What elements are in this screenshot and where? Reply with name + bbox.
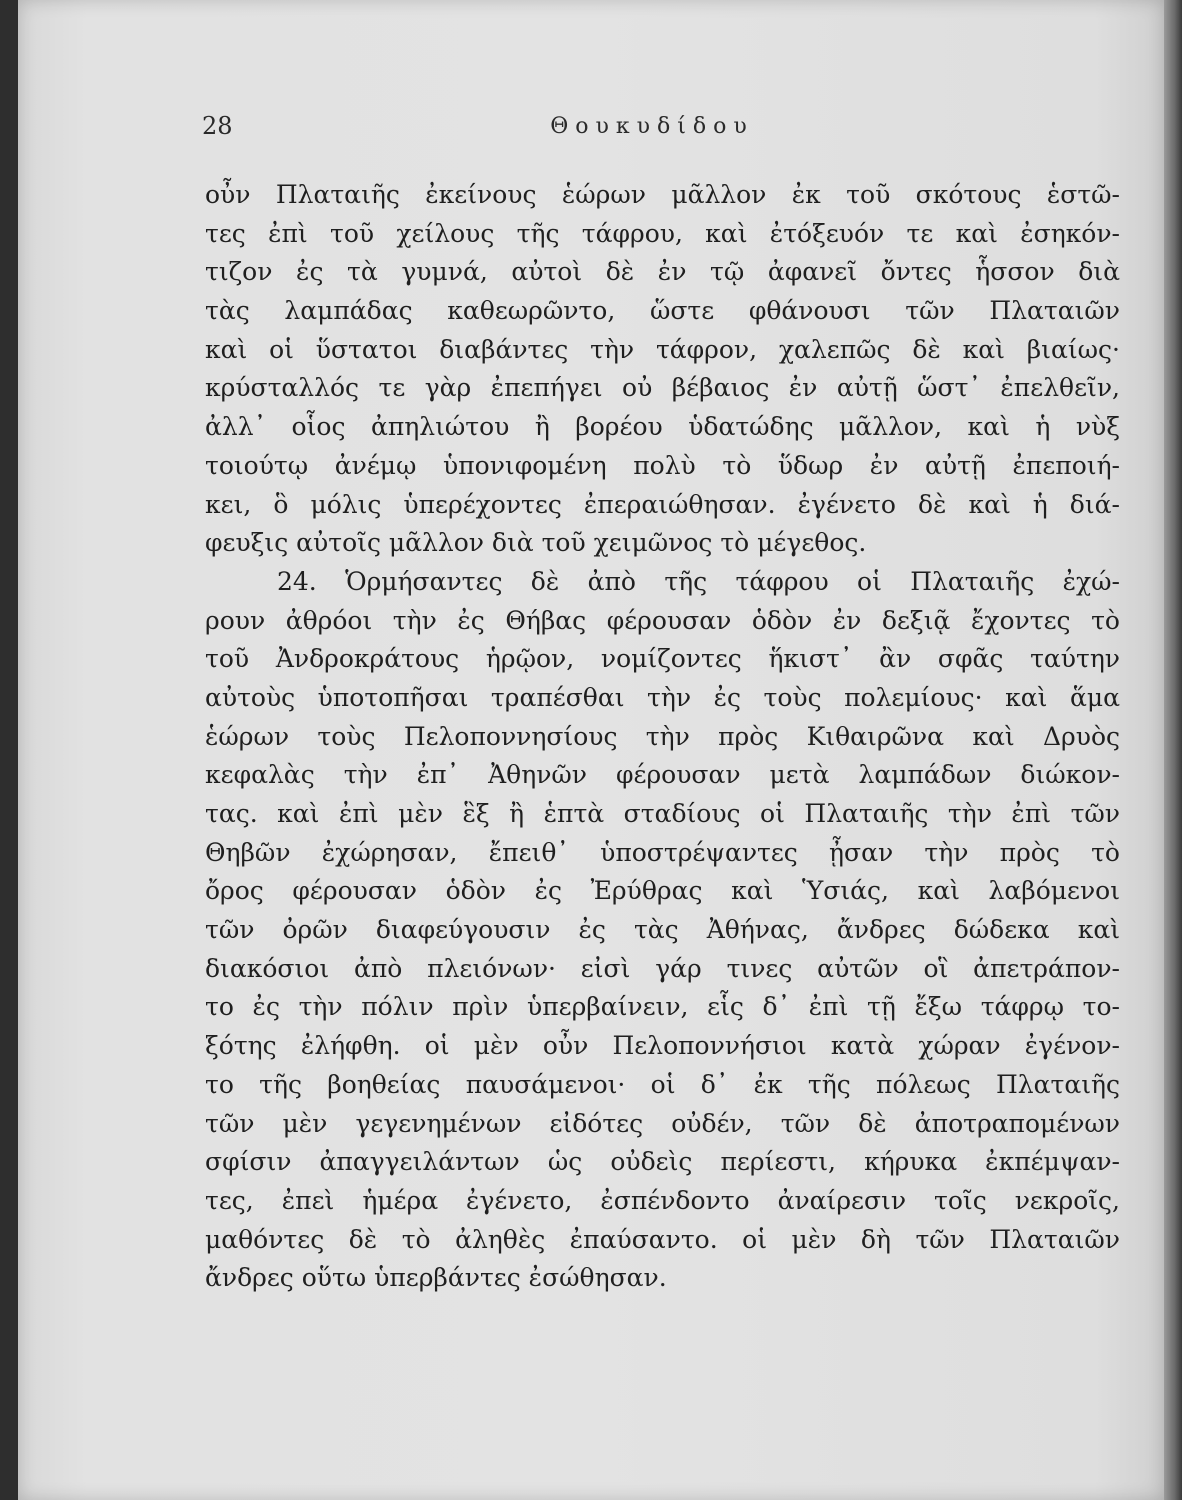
text-line: ὄρος φέρουσαν ὁδὸν ἐς Ἐρύθρας καὶ Ὑσιάς, καὶ λαβόμενοι xyxy=(205,876,1120,906)
text-line: καὶ οἱ ὕστατοι διαβάντες τὴν τάφρον, χαλεπῶς δὲ καὶ βιαίως· xyxy=(205,334,1120,364)
body-text xyxy=(205,176,1120,1298)
text-line: τοῦ Ἀνδροκράτους ἡρῷον, νομίζοντες ἥκιστ᾽ ἂν σφᾶς ταύτην xyxy=(205,644,1120,674)
text-line: τες, ἐπεὶ ἡμέρα ἐγένετο, ἐσπένδοντο ἀναίρεσιν τοῖς νεκροῖς, xyxy=(205,1185,1120,1215)
text-line: φευξις αὐτοῖς μᾶλλον διὰ τοῦ χειμῶνος τὸ μέγεθος. xyxy=(205,528,867,558)
text-line: τῶν ὀρῶν διαφεύγουσιν ἐς τὰς Ἀθήνας, ἄνδρες δώδεκα καὶ xyxy=(205,915,1120,945)
text-line: τας. καὶ ἐπὶ μὲν ἓξ ἢ ἑπτὰ σταδίους οἱ Πλαταιῆς τὴν ἐπὶ τῶν xyxy=(205,799,1120,828)
page-edge-shadow xyxy=(1164,0,1182,1500)
text-line: τες ἐπὶ τοῦ χείλους τῆς τάφρου, καὶ ἐτόξευόν τε καὶ ἐσηκόν- xyxy=(205,218,1120,248)
text-line: διακόσιοι ἀπὸ πλειόνων· εἰσὶ γάρ τινες αὐτῶν οἳ ἀπετράπον- xyxy=(205,953,1120,983)
text-line-section-start: 24. Ὁρμήσαντες δὲ ἀπὸ τῆς τάφρου οἱ Πλαταιῆς ἐχώ- xyxy=(277,566,1120,596)
text-line: τοιούτῳ ἀνέμῳ ὑπονιφομένη πολὺ τὸ ὕδωρ ἐν αὐτῇ ἐπεποιή- xyxy=(205,450,1120,480)
text-line: σφίσιν ἀπαγγειλάντων ὡς οὐδεὶς περίεστι, κήρυκα ἐκπέμψαν- xyxy=(205,1147,1120,1177)
text-line: κει, ὃ μόλις ὑπερέχοντες ἐπεραιώθησαν. ἐγένετο δὲ καὶ ἡ διά- xyxy=(205,489,1120,519)
text-line: τῶν μὲν γεγενημένων εἰδότες οὐδέν, τῶν δὲ ἀποτραπομένων xyxy=(205,1108,1120,1138)
text-line: κρύσταλλός τε γὰρ ἐπεπήγει οὐ βέβαιος ἐν αὐτῇ ὥστ᾽ ἐπελθεῖν, xyxy=(205,373,1120,403)
text-line: τιζον ἐς τὰ γυμνά, αὐτοὶ δὲ ἐν τῷ ἀφανεῖ ὄντες ἧσσον διὰ xyxy=(205,257,1120,287)
page-number: 28 xyxy=(202,112,233,140)
book-title: Θουκυδίδου xyxy=(550,114,754,139)
text-line: οὖν Πλαταιῆς ἐκείνους ἑώρων μᾶλλον ἐκ τοῦ σκότους ἑστῶ- xyxy=(205,180,1120,209)
text-line: αὐτοὺς ὑποτοπῆσαι τραπέσθαι τὴν ἐς τοὺς πολεμίους· καὶ ἅμα xyxy=(205,682,1120,712)
text-line: ξότης ἐλήφθη. οἱ μὲν οὖν Πελοποννήσιοι κατὰ χώραν ἐγένον- xyxy=(205,1031,1120,1061)
text-line: ἀλλ᾽ οἷος ἀπηλιώτου ἢ βορέου ὑδατώδης μᾶλλον, καὶ ἡ νὺξ xyxy=(205,412,1120,442)
text-line: το τῆς βοηθείας παυσάμενοι· οἱ δ᾽ ἐκ τῆς πόλεως Πλαταιῆς xyxy=(205,1069,1120,1099)
text-line: Θηβῶν ἐχώρησαν, ἔπειθ᾽ ὑποστρέψαντες ᾖσαν τὴν πρὸς τὸ xyxy=(205,837,1120,867)
book-page xyxy=(18,0,1164,1500)
text-line: κεφαλὰς τὴν ἐπ᾽ Ἀθηνῶν φέρουσαν μετὰ λαμπάδων διώκον- xyxy=(205,760,1120,790)
text-line: μαθόντες δὲ τὸ ἀληθὲς ἐπαύσαντο. οἱ μὲν δὴ τῶν Πλαταιῶν xyxy=(205,1224,1120,1254)
text-line: ἑώρων τοὺς Πελοποννησίους τὴν πρὸς Κιθαιρῶνα καὶ Δρυὸς xyxy=(205,721,1120,751)
text-line: το ἐς τὴν πόλιν πρὶν ὑπερβαίνειν, εἷς δ᾽ ἐπὶ τῇ ἔξω τάφρῳ το- xyxy=(205,992,1120,1022)
text-line: τὰς λαμπάδας καθεωρῶντο, ὥστε φθάνουσι τῶν Πλαταιῶν xyxy=(205,296,1120,326)
text-line: ρουν ἀθρόοι τὴν ἐς Θήβας φέρουσαν ὁδὸν ἐν δεξιᾷ ἔχοντες τὸ xyxy=(205,605,1120,635)
running-head xyxy=(202,112,1112,152)
text-line: ἄνδρες οὕτω ὑπερβάντες ἐσώθησαν. xyxy=(205,1263,667,1293)
